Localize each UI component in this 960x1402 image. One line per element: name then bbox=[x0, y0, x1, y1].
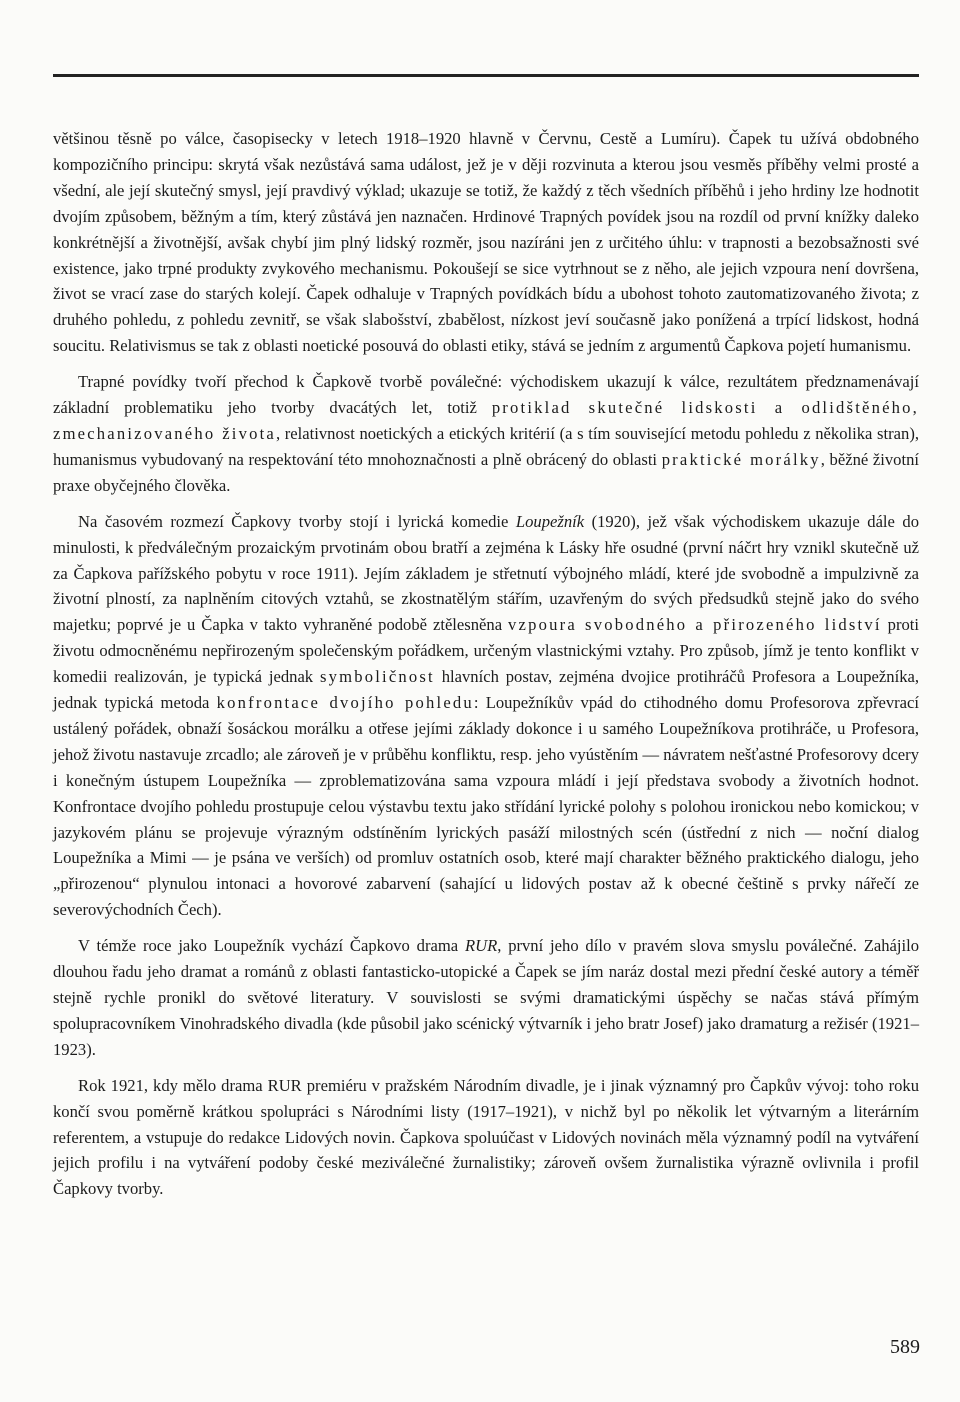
spaced-emphasis: protiklad skutečné lidskosti a odlidštěného, zmechanizovaného života bbox=[53, 398, 919, 443]
top-rule bbox=[53, 74, 919, 77]
text-run: , relativnost noetických a etických kritérií (a s tím související metodu pohledu z několika stran), humanismus vybudovaný na respektování této mnohoznačnosti a plně obrácený do oblasti bbox=[53, 423, 919, 469]
paragraph bbox=[53, 1073, 919, 1203]
spaced-emphasis: symboličnost bbox=[319, 667, 435, 687]
text-run: Rok 1921, kdy mělo drama RUR premiéru v pražském Národním divadle, je i jinak významný pro Čapkův vývoj: toho roku končí svou poměrně krátkou spolupráci s Národními listy (1917–1921), v nichž byl po několik let výtvarným a literárním referentem, a vstupuje do redakce Lidových novin. Čapkova spoluúčast v Lidových novinách měla významný podíl na vytváření jejich profilu i na vytváření podoby české meziválečné žurnalistiky; zároveň ovšem žurnalistika výrazně ovlivnila i profil Čapkovy tvorby. bbox=[53, 1075, 919, 1199]
text-run: většinou těsně po válce, časopisecky v letech 1918–1920 hlavně v Červnu, Cestě a Lumíru). Čapek tu užívá obdobného kompozičního principu: skrytá však nezůstává sama událost, jež je v ději rozvinuta a kterou jsou vesměs příběhy velmi prosté a všední, ale její skutečný smysl, její pravdivý výklad; ukazuje se totiž, že každý z těch všedních příběhů i jeho hrdiny lze hodnotit dvojím způsobem, běžným a tím, který zůstává jen naznačen. Hrdinové Trapných povídek jsou na rozdíl od první knížky daleko konkrétnější a životnější, avšak chybí jim plný lidský rozměr, jsou nazíráni jen z určitého úhlu: v trapnosti a bezobsažnosti své existence, jako trpné produkty zvykového mechanismu. Pokoušejí se sice vytrhnout se z něho, ale jejich vzpoura není dovršena, život se vrací zase do starých kolejí. Čapek odhaluje v Trapných povídkách bídu a ubohost tohoto zautomatizovaného života; z druhého pohledu, z pohledu zevnitř, se však slabošství, zbabělost, nízkost jeví současně jako ponížená a trpící lidskost, hodná soucitu. Relativismus se tak z oblasti noetické posouvá do oblasti etiky, stává se jedním z argumentů Čapkova pojetí humanismu. bbox=[53, 129, 919, 356]
spaced-emphasis: konfrontace dvojího pohledu bbox=[216, 693, 474, 713]
paragraph bbox=[53, 933, 919, 1063]
text-run: proti životu odmocněnému nepřirozeným společenským pořádkem, určeným vlastnickými vztahy. Pro způsob, jímž je tento konflikt v komedii realizován, je typická jednak bbox=[53, 615, 919, 687]
text-run: hlavních postav, zejména dvojice protihráčů Profesora a Loupežníka, jednak typická metoda bbox=[53, 667, 920, 713]
text-run: , běžné životní praxe obyčejného člověka. bbox=[53, 449, 919, 495]
text-run: (1920), jež však východiskem ukazuje dále do minulosti, k předválečným prozaickým prvotinám obou bratří a zejména k Lásky hře osudné (první náčrt hry vznikl skutečně už za Čapkova pařížského pobytu v roce 1911). Jejím základem je střetnutí výbojného mládí, které jde svobodně a impulzivně za životní plností, za naplněním citových vztahů, se zkostnatělým stářím, uzavřeným do svých předsudků stejně jako do svého majetku; poprvé je u Čapka v takto vyhraněné podobě ztělesněna bbox=[53, 511, 919, 635]
paragraph bbox=[53, 369, 919, 499]
italic-title: Loupežník bbox=[515, 511, 585, 531]
text-run: Na časovém rozmezí Čapkovy tvorby stojí i lyrická komedie bbox=[78, 511, 516, 531]
spaced-emphasis: praktické morálky bbox=[661, 449, 821, 469]
text-run: Trapné povídky tvoří přechod k Čapkově tvorbě poválečné: východiskem ukazují k válce, rezultátem předznamenávají základní problematiku jeho tvorby dvacátých let, totiž bbox=[53, 372, 919, 418]
page-number: 589 bbox=[890, 1336, 920, 1358]
body-text bbox=[53, 126, 919, 1212]
italic-title: RUR bbox=[464, 936, 498, 956]
spaced-emphasis: vzpoura svobodného a přirozeného lidství bbox=[508, 615, 882, 635]
text-run: , první jeho dílo v pravém slova smyslu poválečné. Zahájilo dlouhou řadu jeho dramat a románů z oblasti fantasticko-utopické a Čapek se jím naráz dostal mezi přední české autory a téměř stejně rychle pronikl do světové literatury. V souvislosti se svými dramatickými úspěchy se načas stává přímým spolupracovníkem Vinohradského divadla (kde působil jako scénický výtvarník i jeho bratr Josef) jako dramaturg a režisér (1921–1923). bbox=[53, 936, 919, 1059]
text-run: V témže roce jako Loupežník vychází Čapkovo drama bbox=[78, 936, 465, 956]
text-run: : Loupežníkův vpád do ctihodného domu Profesorova zpřevrací ustálený pořádek, obnaží šosáckou morálku a otřese jejími základy dokonce i u samého Loupežníkova protihráče, u Profesora, jehož životu nastavuje zrcadlo; ale zároveň je v průběhu konfliktu, resp. jeho vyústěním — návratem nešťastné Profesorovy dcery i konečným ústupem Loupežníka — zproblematizována sama vzpoura mládí i její představa svobody a životních hodnot. Konfrontace dvojího pohledu prostupuje celou výstavbu textu jako střídání lyrické polohy s polohou ironickou nebo komickou; v jazykovém plánu se projevuje výrazným odstíněním lyrických pasáží milostných scén (ústřední z nich — noční dialog Loupežníka a Mimi — je psána ve verších) od promluv ostatních osob, které mají charakter běžného praktického dialogu, jeho „přirozenou“ plynulou intonaci a hovorové zabarvení (sahající u lidových postav až k obecné češtině s prvky nářečí ze severovýchodních Čech). bbox=[53, 693, 919, 920]
paragraph bbox=[53, 126, 919, 359]
paragraph bbox=[53, 509, 919, 924]
